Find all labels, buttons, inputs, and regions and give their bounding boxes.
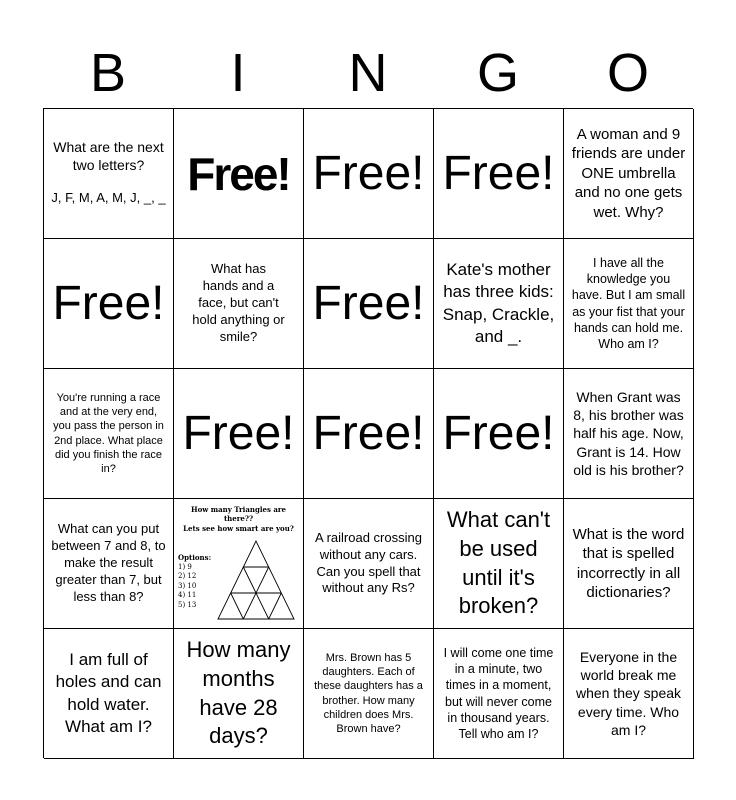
free-space-label: Free! bbox=[312, 146, 425, 200]
bingo-cell-r4c3[interactable] bbox=[304, 499, 434, 629]
header-letter-n: N bbox=[348, 43, 388, 103]
bingo-cell-r4c5[interactable] bbox=[564, 499, 694, 629]
bingo-cell-r2c3[interactable] bbox=[304, 239, 434, 369]
triangle-puzzle-body bbox=[178, 539, 299, 626]
cell-text: I am full of holes and can hold water. What am I? bbox=[55, 650, 162, 736]
bingo-card bbox=[43, 108, 693, 758]
free-space-label: Free! bbox=[182, 406, 295, 460]
header-letter-b: B bbox=[89, 43, 127, 103]
bingo-cell-r5c2[interactable] bbox=[174, 629, 304, 759]
cell-text: Mrs. Brown has 5 daughters. Each of these daughters has a brother. How many children does Mrs. Brown have? bbox=[314, 651, 423, 736]
bingo-cell-r5c5[interactable] bbox=[564, 629, 694, 759]
free-space-label: Free! bbox=[312, 276, 425, 330]
header-letter-o: O bbox=[606, 43, 649, 103]
option-item: 4) 11 bbox=[178, 591, 197, 600]
bingo-cell-r5c1[interactable] bbox=[44, 629, 174, 759]
triangle-puzzle-title bbox=[178, 505, 299, 533]
header-letter-g: G bbox=[476, 43, 519, 103]
bingo-cell-r1c3[interactable] bbox=[304, 109, 434, 239]
triangle-title-line2: Lets see how smart are you? bbox=[183, 523, 294, 533]
free-space-label: Free! bbox=[52, 276, 165, 330]
bingo-cell-r4c2[interactable] bbox=[174, 499, 304, 629]
triangle-options bbox=[178, 553, 211, 610]
bingo-cell-r3c4[interactable] bbox=[434, 369, 564, 499]
options-label: Options: bbox=[178, 553, 212, 563]
cell-text: I have all the knowledge you have. But I am small as your fist that your hands can hold me. Who am I? bbox=[571, 255, 686, 351]
bingo-cell-r3c1[interactable] bbox=[44, 369, 174, 499]
cell-text: Everyone in the world break me when they speak every time. Who am I? bbox=[575, 649, 682, 738]
bingo-cell-r5c4[interactable] bbox=[434, 629, 564, 759]
cell-text: What has hands and a face, but can't hold anything or smile? bbox=[192, 261, 285, 344]
cell-question: What are the next two letters? bbox=[53, 138, 164, 174]
triangle-puzzle-figure bbox=[215, 539, 297, 623]
option-item: 3) 10 bbox=[178, 581, 197, 590]
bingo-cell-r3c2[interactable] bbox=[174, 369, 304, 499]
cell-text: I will come one time in a minute, two times in a moment, but will never come in thousand years. Tell who am I? bbox=[443, 645, 554, 741]
option-item: 5) 13 bbox=[178, 600, 197, 609]
header-letter-i: I bbox=[230, 43, 246, 103]
cell-text: What can you put between 7 and 8, to make the result greater than 7, but less than 8? bbox=[51, 521, 166, 604]
bingo-cell-r1c1[interactable] bbox=[44, 109, 174, 239]
cell-text: What can't be used until it's broken? bbox=[446, 507, 551, 619]
bingo-cell-r2c4[interactable] bbox=[434, 239, 564, 369]
cell-text: Kate's mother has three kids: Snap, Crackle, and _. bbox=[442, 260, 555, 346]
bingo-cell-r1c5[interactable] bbox=[564, 109, 694, 239]
cell-text: How many months have 28 days? bbox=[186, 637, 291, 749]
option-item: 1) 9 bbox=[178, 562, 192, 571]
bingo-cell-r2c2[interactable] bbox=[174, 239, 304, 369]
bingo-cell-r3c3[interactable] bbox=[304, 369, 434, 499]
bingo-cell-r2c1[interactable] bbox=[44, 239, 174, 369]
bingo-cell-r4c1[interactable] bbox=[44, 499, 174, 629]
triangle-title-line1: How many Triangles are there?? bbox=[190, 505, 287, 524]
bingo-cell-r1c2[interactable] bbox=[174, 109, 304, 239]
cell-text: A railroad crossing without any cars. Can you spell that without any Rs? bbox=[315, 529, 422, 596]
cell-sequence: J, F, M, A, M, J, _, _ bbox=[51, 190, 166, 206]
bingo-cell-r2c5[interactable] bbox=[564, 239, 694, 369]
cell-text: When Grant was 8, his brother was half his age. Now, Grant is 14. How old is his brother? bbox=[573, 389, 684, 478]
bingo-cell-r5c3[interactable] bbox=[304, 629, 434, 759]
cell-text: You're running a race and at the very end, you pass the person in 2nd place. What place did you finish the race in? bbox=[53, 391, 164, 476]
cell-text: What is the word that is spelled incorrectly in all dictionaries? bbox=[572, 525, 685, 601]
bingo-cell-r1c4[interactable] bbox=[434, 109, 564, 239]
free-space-label: Free! bbox=[187, 147, 290, 200]
cell-text: A woman and 9 friends are under ONE umbrella and no one gets wet. Why? bbox=[571, 125, 686, 221]
bingo-cell-r4c4[interactable] bbox=[434, 499, 564, 629]
free-space-label: Free! bbox=[442, 146, 555, 200]
option-item: 2) 12 bbox=[178, 572, 197, 581]
bingo-header bbox=[43, 38, 693, 108]
free-space-label: Free! bbox=[312, 406, 425, 460]
bingo-cell-r3c5[interactable] bbox=[564, 369, 694, 499]
free-space-label: Free! bbox=[442, 406, 555, 460]
